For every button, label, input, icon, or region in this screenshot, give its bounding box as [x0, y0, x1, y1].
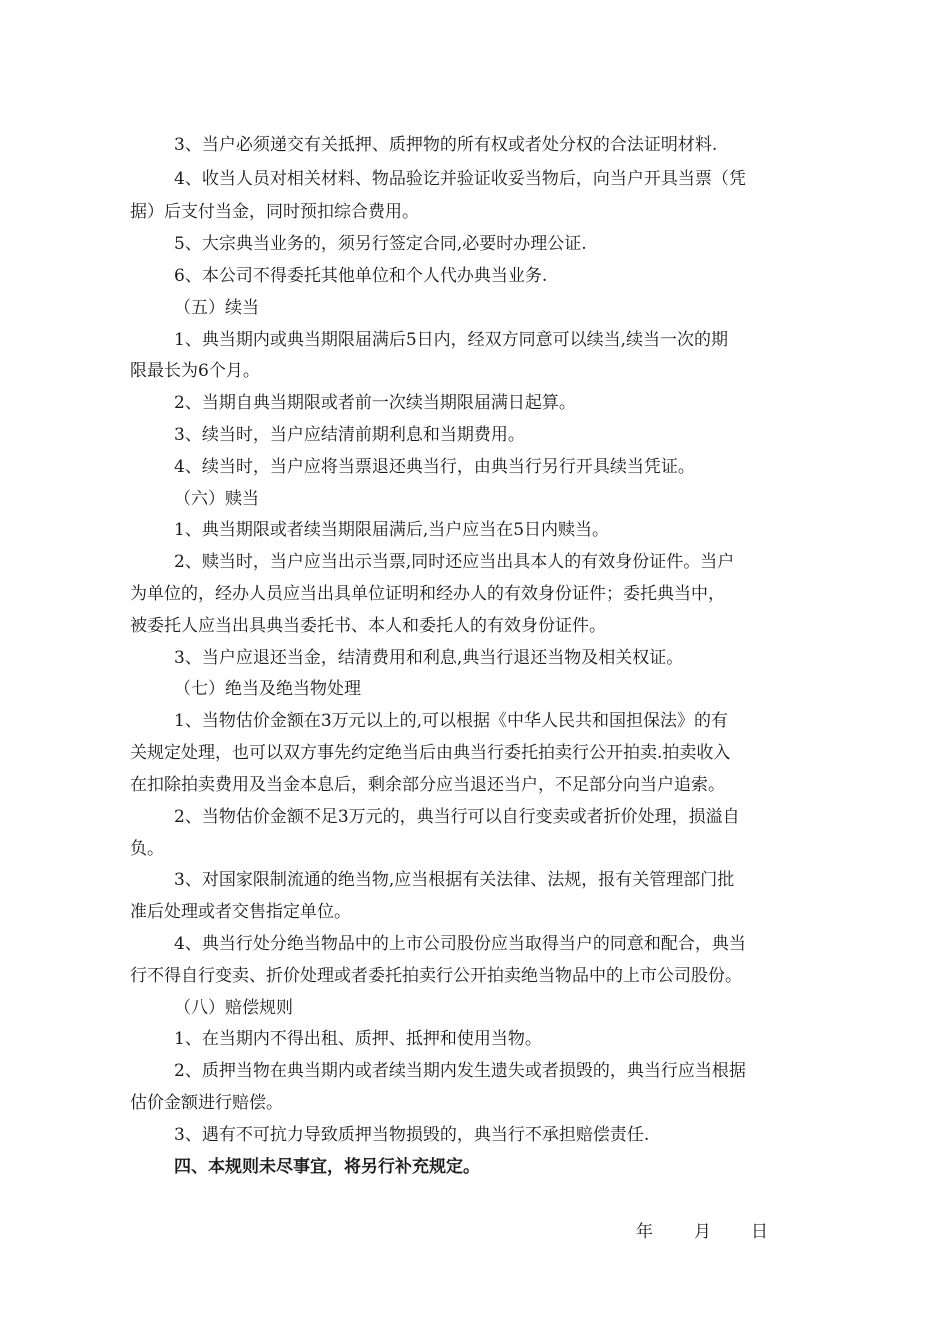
text-line: 在扣除拍卖费用及当金本息后，剩余部分应当退还当户，不足部分向当户追索。 — [130, 775, 725, 795]
text-line: 4、收当人员对相关材料、物品验讫并验证收妥当物后，向当户开具当票（凭 — [174, 169, 746, 189]
text-line: 关规定处理，也可以双方事先约定绝当后由典当行委托拍卖行公开拍卖.拍卖收入 — [130, 743, 731, 763]
date-day: 日 — [751, 1222, 768, 1242]
text-line: 1、当物估价金额在3万元以上的,可以根据《中华人民共和国担保法》的有 — [174, 711, 729, 731]
text-line: 行不得自行变卖、折价处理或者委托拍卖行公开拍卖绝当物品中的上市公司股份。 — [130, 966, 742, 986]
closing-heading: 四、本规则未尽事宜，将另行补充规定。 — [174, 1157, 480, 1177]
section-heading: （七）绝当及绝当物处理 — [174, 679, 361, 699]
text-line: 2、质押当物在典当期内或者续当期内发生遗失或者损毁的，典当行应当根据 — [174, 1061, 746, 1081]
text-line: 3、当户应退还当金，结清费用和利息,典当行退还当物及相关权证。 — [174, 648, 684, 668]
text-line: 4、续当时，当户应将当票退还典当行，由典当行另行开具续当凭证。 — [174, 457, 695, 477]
text-line: 3、遇有不可抗力导致质押当物损毁的，典当行不承担赔偿责任. — [174, 1125, 650, 1145]
section-heading: （八）赔偿规则 — [174, 998, 293, 1018]
text-line: 负。 — [130, 839, 164, 859]
text-line: 4、典当行处分绝当物品中的上市公司股份应当取得当户的同意和配合，典当 — [174, 934, 746, 954]
text-line: 1、典当期限或者续当期限届满后,当户应当在5日内赎当。 — [174, 520, 610, 540]
section-heading: （六）赎当 — [174, 489, 259, 509]
text-line: 1、典当期内或典当期限届满后5日内，经双方同意可以续当,续当一次的期 — [174, 330, 729, 350]
text-line: 据）后支付当金，同时预扣综合费用。 — [130, 202, 419, 222]
text-line: 1、在当期内不得出租、质押、抵押和使用当物。 — [174, 1029, 542, 1049]
text-line: 2、赎当时，当户应当出示当票,同时还应当出具本人的有效身份证件。当户 — [174, 552, 735, 572]
text-line: 3、续当时，当户应结清前期利息和当期费用。 — [174, 425, 525, 445]
date-year: 年 — [636, 1222, 653, 1242]
text-line: 6、本公司不得委托其他单位和个人代办典当业务. — [174, 266, 548, 286]
text-line: 准后处理或者交售指定单位。 — [130, 902, 351, 922]
text-line: 2、当物估价金额不足3万元的，典当行可以自行变卖或者折价处理，损溢自 — [174, 807, 740, 827]
text-line: 2、当期自典当期限或者前一次续当期限届满日起算。 — [174, 393, 576, 413]
date-month: 月 — [694, 1222, 711, 1242]
text-line: 限最长为6个月。 — [130, 361, 260, 381]
text-line: 3、当户必须递交有关抵押、质押物的所有权或者处分权的合法证明材料. — [174, 135, 718, 155]
text-line: 3、对国家限制流通的绝当物,应当根据有关法律、法规，报有关管理部门批 — [174, 870, 735, 890]
section-heading: （五）续当 — [174, 298, 259, 318]
text-line: 为单位的，经办人员应当出具单位证明和经办人的有效身份证件；委托典当中， — [130, 584, 725, 604]
text-line: 估价金额进行赔偿。 — [130, 1093, 283, 1113]
text-line: 被委托人应当出具典当委托书、本人和委托人的有效身份证件。 — [130, 616, 606, 636]
text-line: 5、大宗典当业务的，须另行签定合同,必要时办理公证. — [174, 234, 587, 254]
